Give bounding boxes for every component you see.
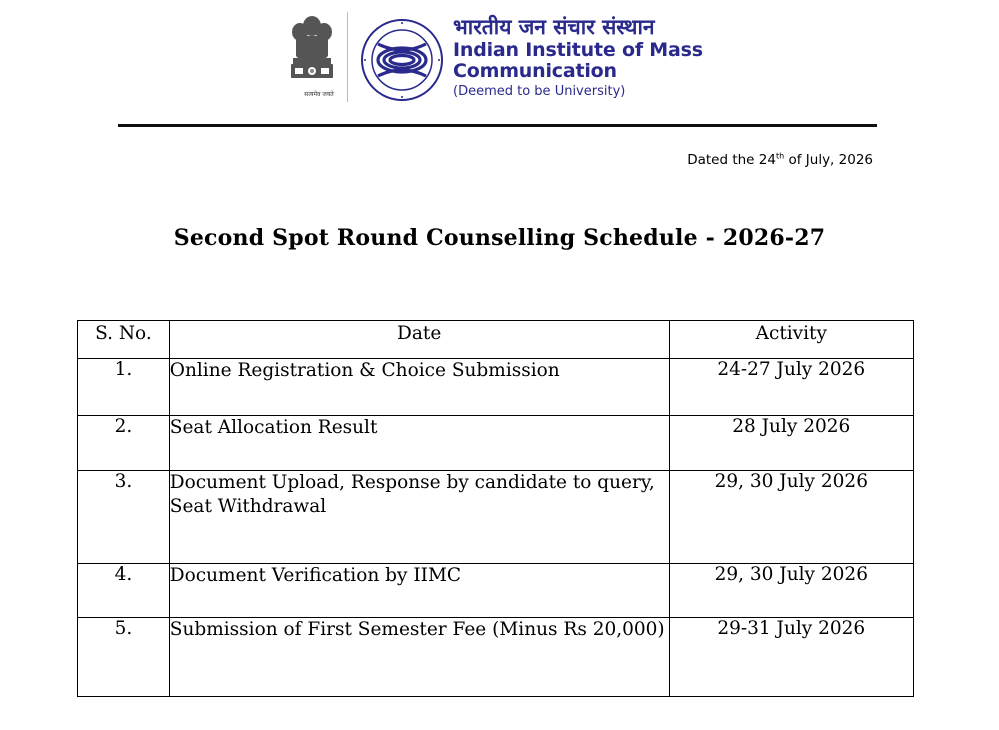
cell-date: Seat Allocation Result — [169, 416, 669, 471]
institute-name-line2: Communication — [453, 60, 617, 82]
table-row — [78, 416, 914, 471]
dated-superscript: th — [775, 151, 785, 161]
cell-sno: 3. — [78, 471, 170, 564]
cell-activity: 29, 30 July 2026 — [669, 471, 913, 564]
institute-name-hindi: भारतीय जन संचार संस्थान — [453, 15, 655, 39]
page-title: Second Spot Round Counselling Schedule - 2026-27 — [173, 225, 826, 251]
header-activity: Activity — [669, 321, 913, 359]
institute-name-line1: Indian Institute of Mass — [453, 39, 703, 61]
header-divider — [347, 12, 348, 102]
cell-sno: 2. — [78, 416, 170, 471]
table-header-row — [78, 321, 914, 359]
header-sno: S. No. — [78, 321, 170, 359]
table-row — [78, 359, 914, 416]
cell-activity: 29, 30 July 2026 — [669, 564, 913, 618]
dated-prefix: Dated the 24 — [687, 152, 776, 168]
deemed-university-label: (Deemed to be University) — [453, 84, 626, 99]
cell-activity: 24-27 July 2026 — [669, 359, 913, 416]
letterhead — [280, 10, 740, 105]
dated-suffix: of July, 2026 — [784, 152, 873, 168]
table-row — [78, 618, 914, 697]
schedule-table — [77, 320, 914, 697]
cell-sno: 1. — [78, 359, 170, 416]
cell-activity: 29-31 July 2026 — [669, 618, 913, 697]
iimc-seal-icon — [360, 18, 444, 102]
dated-line — [687, 152, 873, 168]
cell-sno: 5. — [78, 618, 170, 697]
cell-date: Document Upload, Response by candidate to query, Seat Withdrawal — [169, 471, 669, 564]
emblem-motto: सत्यमेव जयते — [304, 91, 334, 98]
cell-activity: 28 July 2026 — [669, 416, 913, 471]
cell-sno: 4. — [78, 564, 170, 618]
cell-date: Online Registration & Choice Submission — [169, 359, 669, 416]
national-emblem-icon — [286, 12, 338, 102]
institute-name-block — [453, 14, 743, 102]
table-row — [78, 471, 914, 564]
header-rule — [118, 124, 877, 127]
header-date: Date — [169, 321, 669, 359]
table-row — [78, 564, 914, 618]
cell-date: Document Verification by IIMC — [169, 564, 669, 618]
cell-date: Submission of First Semester Fee (Minus Rs 20,000) — [169, 618, 669, 697]
